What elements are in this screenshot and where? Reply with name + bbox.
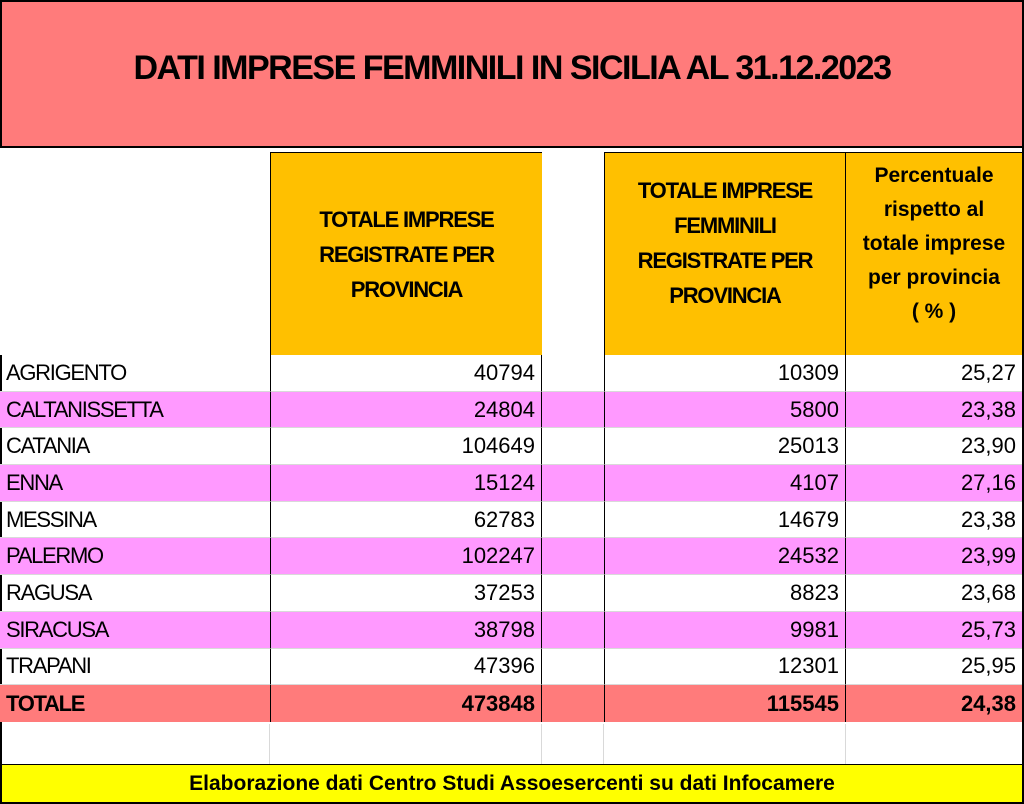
province-name: TRAPANI: [0, 649, 270, 686]
header-imprese-femminili: [604, 152, 846, 355]
header-line: REGISTRATE PER: [319, 241, 494, 267]
table-row: [0, 355, 1022, 392]
province-name: SIRACUSA: [0, 612, 270, 649]
header-line: totale imprese: [862, 232, 1006, 255]
table-row: [0, 575, 1022, 612]
total-value: 104649: [270, 428, 542, 465]
female-value: 9981: [604, 612, 846, 649]
table-row: [0, 502, 1022, 539]
total-value: 62783: [270, 502, 542, 539]
percent-value: 23,68: [846, 575, 1022, 612]
percent-value: 25,27: [846, 355, 1022, 392]
percent-value: 23,38: [846, 502, 1022, 539]
female-value: 25013: [604, 428, 846, 465]
header-blank-cell: [0, 148, 270, 355]
province-name: CALTANISSETTA: [0, 392, 270, 429]
total-value: 38798: [270, 612, 542, 649]
total-value: 40794: [270, 355, 542, 392]
header-line: per provincia: [868, 266, 1000, 289]
female-value: 4107: [604, 465, 846, 502]
female-value: 115545: [604, 685, 846, 722]
header-gap-cell: [542, 152, 604, 355]
province-name: RAGUSA: [0, 575, 270, 612]
header-line: PROVINCIA: [669, 283, 781, 308]
header-total-imprese: [270, 152, 542, 355]
table-row: [0, 428, 1022, 465]
percent-value: 23,38: [846, 392, 1022, 429]
total-value: 102247: [270, 538, 542, 575]
empty-row: [0, 724, 1022, 764]
page-title: DATI IMPRESE FEMMINILI IN SICILIA AL 31.12.2023: [133, 48, 891, 87]
province-name: MESSINA: [0, 502, 270, 539]
header-line: TOTALE IMPRESE: [319, 206, 494, 232]
header-percentuale: [846, 152, 1022, 355]
percent-value: 25,95: [846, 649, 1022, 686]
female-value: 14679: [604, 502, 846, 539]
header-line: FEMMINILI: [674, 213, 776, 238]
percent-value: 25,73: [846, 612, 1022, 649]
total-label: TOTALE: [6, 690, 85, 716]
total-value: 473848: [270, 685, 542, 722]
total-row: [0, 685, 1022, 722]
header-line: Percentuale: [874, 164, 994, 187]
header-line: ( % ): [911, 300, 957, 323]
table-row: [0, 649, 1022, 686]
total-value: 47396: [270, 649, 542, 686]
title-band: [0, 0, 1024, 148]
header-line: PROVINCIA: [350, 276, 463, 302]
female-value: 8823: [604, 575, 846, 612]
total-value: 15124: [270, 465, 542, 502]
province-name: ENNA: [0, 465, 270, 502]
province-name: PALERMO: [0, 538, 270, 575]
province-name: CATANIA: [0, 428, 270, 465]
table-row: [0, 538, 1022, 575]
table-row: [0, 392, 1022, 429]
table-body: [0, 355, 1024, 722]
table-row: [0, 612, 1022, 649]
total-value: 37253: [270, 575, 542, 612]
footer-note: Elaborazione dati Centro Studi Assoesercenti su dati Infocamere: [0, 764, 1024, 804]
header-line: rispetto al: [883, 198, 985, 221]
percent-value: 23,99: [846, 538, 1022, 575]
female-value: 5800: [604, 392, 846, 429]
table-row: [0, 465, 1022, 502]
female-value: 10309: [604, 355, 846, 392]
percent-value: 27,16: [846, 465, 1022, 502]
female-value: 24532: [604, 538, 846, 575]
total-value: 24804: [270, 392, 542, 429]
header-line: REGISTRATE PER: [637, 248, 813, 273]
percent-value: 24,38: [960, 690, 1016, 716]
header-line: TOTALE IMPRESE: [637, 178, 813, 203]
female-value: 12301: [604, 649, 846, 686]
percent-value: 23,90: [846, 428, 1022, 465]
province-name: AGRIGENTO: [0, 355, 270, 392]
